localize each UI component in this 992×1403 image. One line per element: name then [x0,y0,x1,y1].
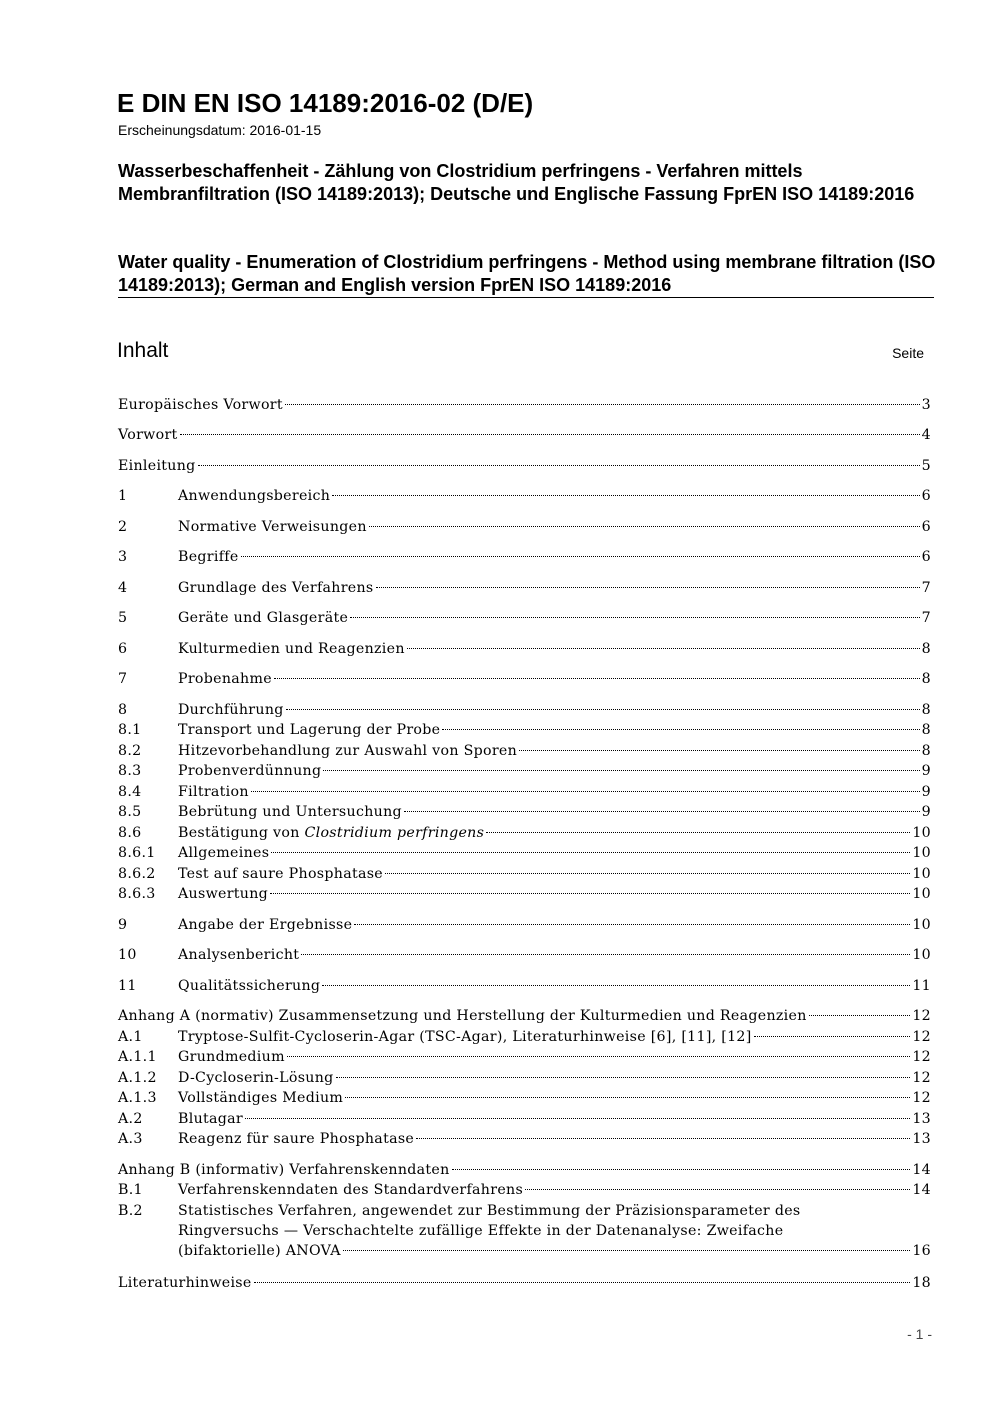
toc-entry-number: 8.4 [118,784,142,800]
toc-entry-page: 11 [912,978,931,994]
toc-entry-number: A.2 [118,1111,143,1127]
toc-entry-title: Einleitung [118,458,196,474]
toc-entry[interactable] [118,486,931,506]
toc-entry-page: 12 [912,1090,931,1106]
toc-leader-dots [525,1189,910,1190]
toc-heading: Inhalt [117,339,169,362]
toc-entry-number: 8.1 [118,722,142,738]
toc-entry-title: Test auf saure Phosphatase [178,866,383,882]
toc-leader-dots [407,648,920,649]
toc-entry-number: 5 [118,610,128,626]
toc-entry-title: Grundlage des Verfahrens [178,580,374,596]
toc-entry-title: Blutagar [178,1111,243,1127]
toc-leader-dots [286,709,920,710]
toc-entry-title: Begriffe [178,549,239,565]
toc-entry-number: A.1.2 [118,1070,157,1086]
toc-leader-dots [519,750,920,751]
toc-entry-number: 8.6.2 [118,866,156,882]
toc-entry[interactable] [118,945,931,965]
toc-entry[interactable] [118,425,931,445]
toc-entry-number: 6 [118,641,128,657]
toc-entry-title: Bestätigung von [178,825,305,841]
toc-leader-dots [343,1250,911,1251]
toc-entry-page: 12 [912,1008,931,1024]
toc-entry-page: 13 [912,1131,931,1147]
toc-entry-number: 9 [118,917,128,933]
toc-entry[interactable] [118,1201,931,1261]
toc-entry-page: 14 [912,1162,931,1178]
toc-entry[interactable] [118,1068,931,1088]
toc-entry-page: 8 [921,702,931,718]
toc-entry[interactable] [118,608,931,628]
toc-entry-page: 8 [921,743,931,759]
toc-entry-title: Literaturhinweise [118,1275,252,1291]
toc-leader-dots [809,1015,911,1016]
toc-entry[interactable] [118,395,931,415]
toc-entry-page: 10 [912,917,931,933]
toc-entry-title: Verfahrenskenndaten des Standardverfahrens [178,1182,524,1198]
toc-entry-title: Qualitätssicherung [178,978,321,994]
toc-entry-page: 6 [921,488,931,504]
toc-entry-number: 2 [118,519,128,535]
toc-entry-page: 7 [921,610,931,626]
toc-entry[interactable] [118,761,931,781]
toc-entry-page: 16 [912,1243,931,1259]
toc-entry[interactable] [118,843,931,863]
toc-entry[interactable] [118,1027,931,1047]
toc-leader-dots [245,1118,910,1119]
toc-entry-title-line: Ringversuchs — Verschachtelte zufällige Effekte in der Datenanalyse: Zweifache [178,1223,784,1239]
toc-leader-dots [322,985,910,986]
toc-leader-dots [180,434,920,435]
toc-leader-dots [442,729,919,730]
toc-entry-title: Normative Verweisungen [178,519,367,535]
toc-entry-page: 10 [912,866,931,882]
toc-entry-title: Auswertung [178,886,269,902]
toc-leader-dots [336,1077,911,1078]
toc-entry-title: Transport und Lagerung der Probe [178,722,441,738]
document-id: E DIN EN ISO 14189:2016-02 (D/E) [117,88,534,118]
toc-entry-page: 12 [912,1049,931,1065]
toc-entry-number: A.1.1 [118,1049,157,1065]
toc-entry-title: Hitzevorbehandlung zur Auswahl von Sporen [178,743,518,759]
toc-leader-dots [301,954,910,955]
toc-leader-dots [376,587,920,588]
toc-entry[interactable] [118,1160,931,1180]
toc-entry-number: 11 [118,978,137,994]
toc-leader-dots [254,1282,911,1283]
toc-leader-dots [198,465,920,466]
toc-entry[interactable] [118,802,931,822]
toc-entry-title: Durchführung [178,702,284,718]
toc-leader-dots [270,893,910,894]
toc-entry-page: 6 [921,549,931,565]
toc-entry-number: 8 [118,702,128,718]
toc-entry[interactable] [118,1006,931,1026]
toc-entry[interactable] [118,884,931,904]
toc-entry-title: Geräte und Glasgeräte [178,610,349,626]
toc-entry-number: 8.6.1 [118,845,156,861]
toc-entry-page: 18 [912,1275,931,1291]
toc-entry-title: Anhang A (normativ) Zusammensetzung und Herstellung der Kulturmedien und Reagenzien [118,1008,807,1024]
toc-entry-page: 8 [921,671,931,687]
toc-leader-dots [452,1169,911,1170]
toc-leader-dots [345,1097,910,1098]
toc-entry[interactable] [118,578,931,598]
toc-entry-title: D-Cycloserin-Lösung [178,1070,334,1086]
toc-leader-dots [354,924,910,925]
toc-entry[interactable] [118,1273,931,1293]
toc-leader-dots [404,811,920,812]
toc-entry-page: 10 [912,825,931,841]
toc-leader-dots [287,1056,911,1057]
toc-entry-page: 8 [921,641,931,657]
toc-entry[interactable] [118,864,931,884]
toc-entry-title: Grundmedium [178,1049,285,1065]
toc-entry[interactable] [118,1088,931,1108]
toc-entry-title: Analysenbericht [178,947,300,963]
toc-entry-page: 12 [912,1029,931,1045]
toc-entry[interactable] [118,915,931,935]
toc-entry-page: 12 [912,1070,931,1086]
toc-entry-number: 8.2 [118,743,142,759]
toc-entry-number: A.3 [118,1131,143,1147]
toc-entry[interactable] [118,1180,931,1200]
toc-entry-page: 3 [921,397,931,413]
toc-entry-number: 3 [118,549,128,565]
toc-entry-title: Filtration [178,784,249,800]
toc-entry-number: 10 [118,947,137,963]
toc-entry-number: A.1 [118,1029,143,1045]
toc-entry[interactable] [118,741,931,761]
toc-entry-title: Probenverdünnung [178,763,322,779]
toc-entry-number: 7 [118,671,128,687]
toc-leader-dots [285,404,920,405]
toc-entry-page: 6 [921,519,931,535]
toc-entry-title-italic: Clostridium perfringens [304,825,485,841]
toc-entry-title: Probenahme [178,671,272,687]
title-divider [118,297,934,298]
toc-entry-page: 7 [921,580,931,596]
toc-entry[interactable] [118,639,931,659]
toc-entry-title: Allgemeines [178,845,270,861]
toc-entry[interactable] [118,782,931,802]
toc-entry-page: 10 [912,947,931,963]
toc-entry[interactable] [118,547,931,567]
toc-entry-page: 10 [912,886,931,902]
toc-entry-title: Vollständiges Medium [178,1090,344,1106]
toc-entry-number: 1 [118,488,128,504]
toc-entry-page: 10 [912,845,931,861]
toc-entry[interactable] [118,700,931,720]
toc-entry-page: 9 [921,804,931,820]
toc-entry-page: 8 [921,722,931,738]
toc-leader-dots [369,526,920,527]
toc-entry-page: 9 [921,784,931,800]
toc-entry-number: B.1 [118,1182,143,1198]
toc-leader-dots [274,678,920,679]
title-german: Wasserbeschaffenheit - Zählung von Clostridium perfringens - Verfahren mittels Membranfiltration (ISO 14189:2013); Deutsche und Englische Fassung FprEN ISO 14189:2016 [118,161,915,204]
toc-leader-dots [271,852,910,853]
toc-leader-dots [754,1036,911,1037]
toc-entry-title: Tryptose-Sulfit-Cycloserin-Agar (TSC-Agar), Literaturhinweise [6], [11], [12] [178,1029,752,1045]
toc-leader-dots [350,617,920,618]
toc-entry[interactable] [118,720,931,740]
toc-entry-page: 4 [921,427,931,443]
toc-entry-number: 8.6 [118,825,142,841]
toc-entry[interactable] [118,669,931,689]
toc-entry-number: 8.3 [118,763,142,779]
toc-entry-title-line: Statistisches Verfahren, angewendet zur Bestimmung der Präzisionsparameter des [178,1203,801,1219]
toc-page-column-label: Seite [892,345,924,361]
toc-leader-dots [385,873,910,874]
toc-entry-page: 13 [912,1111,931,1127]
toc-entry-number: 8.5 [118,804,142,820]
toc-entry[interactable] [118,517,931,537]
toc-entry-title: Reagenz für saure Phosphatase [178,1131,415,1147]
toc-entry-page: 5 [921,458,931,474]
toc-entry[interactable] [118,1129,931,1149]
toc-entry[interactable] [118,456,931,476]
toc-entry[interactable] [118,976,931,996]
toc-entry[interactable] [118,823,931,843]
toc-leader-dots [323,770,919,771]
toc-entry[interactable] [118,1109,931,1129]
toc-entry-title: (bifaktorielle) ANOVA [178,1243,341,1259]
toc-entry-page: 9 [921,763,931,779]
toc-entry-title: Europäisches Vorwort [118,397,283,413]
publication-date: Erscheinungsdatum: 2016-01-15 [118,122,322,138]
toc-leader-dots [332,495,920,496]
toc-leader-dots [251,791,920,792]
toc-entry[interactable] [118,1047,931,1067]
page-number: - 1 - [907,1326,932,1342]
toc-entry-number: A.1.3 [118,1090,157,1106]
toc-entry-title: Kulturmedien und Reagenzien [178,641,405,657]
toc-leader-dots [241,556,920,557]
toc-leader-dots [416,1138,910,1139]
toc-entry-number: B.2 [118,1203,143,1219]
toc-entry-number: 8.6.3 [118,886,156,902]
toc-entry-title: Angabe der Ergebnisse [178,917,353,933]
toc-entry-page: 14 [912,1182,931,1198]
toc-leader-dots [486,832,910,833]
title-english: Water quality - Enumeration of Clostridium perfringens - Method using membrane filtration (ISO 14189:2013); German and English version FprEN ISO 14189:2016 [118,252,936,295]
toc-entry-title: Anwendungsbereich [178,488,331,504]
toc-entry-title: Bebrütung und Untersuchung [178,804,402,820]
toc-entry-number: 4 [118,580,128,596]
toc-entry-title: Vorwort [118,427,178,443]
toc-entry-title: Anhang B (informativ) Verfahrenskenndaten [118,1162,450,1178]
